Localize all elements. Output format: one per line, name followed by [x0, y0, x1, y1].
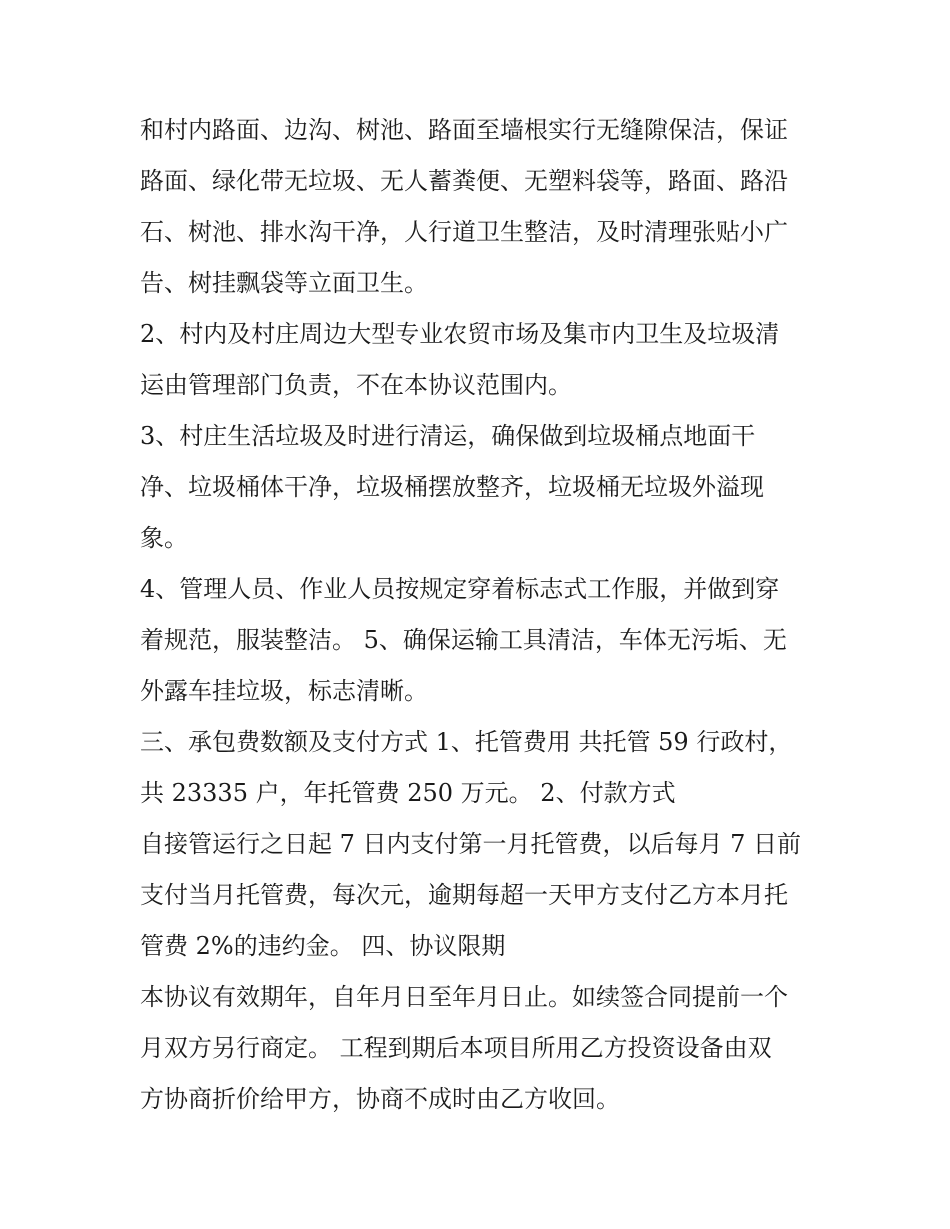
- text-line: 本协议有效期年，自年月日至年月日止。如续签合同提前一个: [140, 983, 788, 1011]
- text-line: 运由管理部门负责，不在本协议范围内。: [140, 371, 572, 399]
- text-line: 外露车挂垃圾，标志清晰。: [140, 677, 428, 705]
- text-line: 共 23335 户，年托管费 250 万元。 2、付款方式: [140, 779, 676, 807]
- text-line: 净、垃圾桶体干净，垃圾桶摆放整齐，垃圾桶无垃圾外溢现: [140, 473, 764, 501]
- text-line: 三、承包费数额及支付方式 1、托管费用 共托管 59 行政村，: [140, 728, 793, 756]
- text-line: 月双方另行商定。 工程到期后本项目所用乙方投资设备由双: [140, 1034, 772, 1062]
- text-line: 象。: [140, 524, 188, 552]
- text-line: 3、村庄生活垃圾及时进行清运，确保做到垃圾桶点地面干: [140, 422, 756, 450]
- text-line: 着规范，服装整洁。 5、确保运输工具清洁，车体无污垢、无: [140, 626, 787, 654]
- text-line: 自接管运行之日起 7 日内支付第一月托管费，以后每月 7 日前: [140, 830, 802, 858]
- text-line: 2、村内及村庄周边大型专业农贸市场及集市内卫生及垃圾清: [140, 320, 780, 348]
- text-line: 和村内路面、边沟、树池、路面至墙根实行无缝隙保洁，保证: [140, 116, 788, 144]
- text-line: 支付当月托管费，每次元，逾期每超一天甲方支付乙方本月托: [140, 881, 788, 909]
- text-line: 路面、绿化带无垃圾、无人蓄粪便、无塑料袋等，路面、路沿: [140, 167, 788, 195]
- text-line: 方协商折价给甲方，协商不成时由乙方收回。: [140, 1085, 620, 1113]
- text-line: 管费 2%的违约金。 四、协议限期: [140, 932, 506, 960]
- text-line: 石、树池、排水沟干净，人行道卫生整洁，及时清理张贴小广: [140, 218, 788, 246]
- text-line: 告、树挂飘袋等立面卫生。: [140, 269, 428, 297]
- text-line: 4、管理人员、作业人员按规定穿着标志式工作服，并做到穿: [140, 575, 780, 603]
